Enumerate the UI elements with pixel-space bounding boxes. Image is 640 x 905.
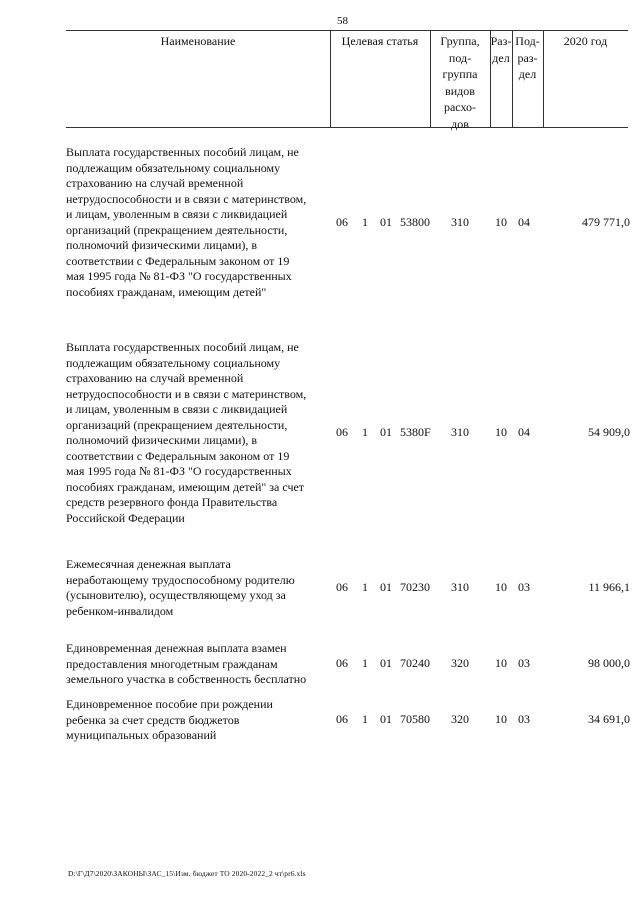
row-name-line: земельного участка в собственность бесплатно xyxy=(66,672,307,686)
file-path-footer: D:\Г\Д7\2020\ЗАКОНЫ\ЗАС_15\Изм. бюджет ТО 2020-2022_2 чт\рr6.xls xyxy=(68,869,306,878)
row-name-line: Единовременная денежная выплата взамен xyxy=(66,641,287,655)
row-name-line: (усыновителю), осуществляющему уход за xyxy=(66,588,286,602)
row-name-line: и лицам, уволенным в связи с ликвидацией xyxy=(66,207,288,221)
row-name-line: соответствии с Федеральным законом от 19 xyxy=(66,448,290,463)
row-name-line: организаций (прекращением деятельности, xyxy=(66,417,288,432)
row-name xyxy=(66,145,324,300)
code-part: 06 xyxy=(336,712,348,726)
header-subsection-line: дел xyxy=(518,67,537,81)
header-group xyxy=(430,33,490,132)
code-part: 1 xyxy=(362,580,368,594)
header-section xyxy=(490,33,512,66)
code-part: 06 xyxy=(336,580,348,594)
code-part: 1 xyxy=(362,425,368,439)
section-code: 10 xyxy=(495,425,507,439)
code-part: 1 xyxy=(362,712,368,726)
row-name-line: средств резервного фонда Правительства xyxy=(66,495,278,509)
section-code: 10 xyxy=(495,580,507,594)
row-name-line: ребенка за счет средств бюджетов xyxy=(66,712,240,727)
header-group-line: дов xyxy=(451,116,469,131)
code-part: 01 xyxy=(380,425,392,439)
code-part: 1 xyxy=(362,215,368,229)
row-name-line: пособиях гражданам, имеющим детей" xyxy=(66,284,267,299)
row-name-line: мая 1995 года № 81-ФЗ "О государственных xyxy=(66,269,292,283)
row-name-line: полномочий физическими лицами), в xyxy=(66,433,258,447)
row-name-line: страхованию на случай временной xyxy=(66,176,244,190)
code-part: 01 xyxy=(380,580,392,594)
row-name-line: Выплата государственных пособий лицам, не xyxy=(66,145,299,159)
amount-2020: 34 691,0 xyxy=(588,712,630,726)
header-group-line: под- xyxy=(448,50,472,65)
group-code: 310 xyxy=(451,580,469,594)
row-name-line: Ежемесячная денежная выплата xyxy=(66,557,231,571)
group-code: 310 xyxy=(451,215,469,229)
code-part: 01 xyxy=(380,712,392,726)
row-name-line: страхованию на случай временной xyxy=(66,371,244,385)
amount-2020: 54 909,0 xyxy=(588,425,630,439)
header-name: Наименование xyxy=(160,34,236,48)
row-name-line: соответствии с Федеральным законом от 19 xyxy=(66,253,290,268)
row-name-line: Выплата государственных пособий лицам, не xyxy=(66,340,299,354)
code-part: 70240 xyxy=(400,656,430,670)
header-subsection xyxy=(512,33,543,83)
amount-2020: 11 966,1 xyxy=(588,580,630,594)
row-name-line: подлежащим обязательному социальному xyxy=(66,355,281,370)
subsection-code: 03 xyxy=(518,656,530,670)
amount-2020: 98 000,0 xyxy=(588,656,630,670)
row-name-line: нетрудоспособности и в связи с материнством, xyxy=(66,386,307,401)
header-target-article: Целевая статья xyxy=(341,34,419,48)
row-name xyxy=(66,340,324,526)
header-year: 2020 год xyxy=(563,34,608,48)
row-name-line: нетрудоспособности и в связи с материнством, xyxy=(66,191,307,206)
row-name-line: неработающему трудоспособному родителю xyxy=(66,572,295,587)
header-subsection-line: Под- xyxy=(515,34,540,48)
row-name-line: ребенком-инвалидом xyxy=(66,603,174,618)
header-group-line: Группа, xyxy=(440,34,480,48)
amount-2020: 479 771,0 xyxy=(582,215,630,229)
table-header xyxy=(66,30,628,131)
row-name-line: подлежащим обязательному социальному xyxy=(66,160,281,175)
section-code: 10 xyxy=(495,712,507,726)
row-name-line: муниципальных образований xyxy=(66,728,217,742)
row-name-line: и лицам, уволенным в связи с ликвидацией xyxy=(66,402,288,416)
group-code: 320 xyxy=(451,712,469,726)
header-subsection-line: раз- xyxy=(517,50,538,65)
code-part: 1 xyxy=(362,656,368,670)
header-group-line: группа xyxy=(442,67,478,81)
code-part: 06 xyxy=(336,425,348,439)
row-name-line: предоставления многодетным гражданам xyxy=(66,656,278,671)
section-code: 10 xyxy=(495,656,507,670)
code-part: 5380F xyxy=(400,425,431,439)
code-part: 06 xyxy=(336,215,348,229)
header-group-line: видов xyxy=(445,83,475,98)
row-name-line: пособиях гражданам, имеющим детей" за счет xyxy=(66,479,305,494)
subsection-code: 04 xyxy=(518,425,530,439)
row-name-line: Российской Федерации xyxy=(66,510,185,525)
code-part: 53800 xyxy=(400,215,430,229)
subsection-code: 04 xyxy=(518,215,530,229)
row-name-line: организаций (прекращением деятельности, xyxy=(66,222,288,237)
code-part: 06 xyxy=(336,656,348,670)
header-section-line: дел xyxy=(492,50,510,65)
code-part: 01 xyxy=(380,215,392,229)
row-name-line: Единовременное пособие при рождении xyxy=(66,697,273,711)
row-name-line: полномочий физическими лицами), в xyxy=(66,238,258,252)
code-part: 70230 xyxy=(400,580,430,594)
row-name xyxy=(66,697,324,744)
header-group-line: расхо- xyxy=(443,100,477,114)
row-name-line: мая 1995 года № 81-ФЗ "О государственных xyxy=(66,464,292,478)
subsection-code: 03 xyxy=(518,712,530,726)
section-code: 10 xyxy=(495,215,507,229)
group-code: 320 xyxy=(451,656,469,670)
subsection-code: 03 xyxy=(518,580,530,594)
row-name xyxy=(66,641,324,688)
group-code: 310 xyxy=(451,425,469,439)
page-number: 58 xyxy=(337,15,348,27)
header-section-line: Раз- xyxy=(490,34,512,48)
code-part: 70580 xyxy=(400,712,430,726)
row-name xyxy=(66,557,324,619)
code-part: 01 xyxy=(380,656,392,670)
